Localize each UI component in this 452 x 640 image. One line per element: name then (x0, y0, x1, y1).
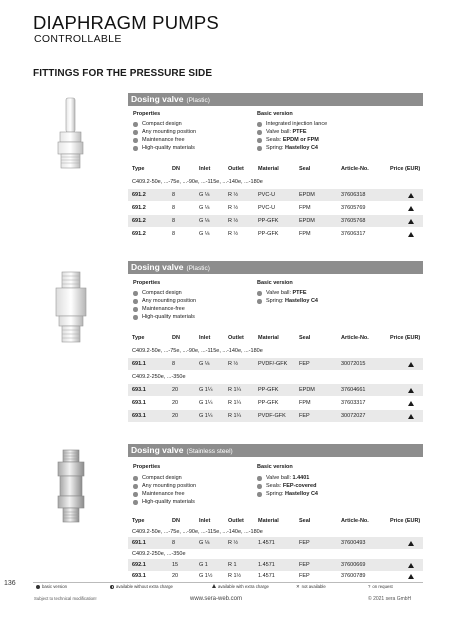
bullet-icon (133, 500, 138, 505)
basic-item: Integrated injection lance (257, 120, 327, 128)
property-item: Maintenance free (133, 490, 185, 498)
property-item: Compact design (133, 120, 182, 128)
page-subtitle: CONTROLLABLE (34, 33, 122, 45)
bullet-icon (133, 299, 138, 304)
basic-item: Spring: Hastelloy C4 (257, 144, 318, 152)
bullet-icon (133, 476, 138, 481)
product-title: Dosing valve (131, 445, 184, 455)
cross-icon: ✕ (296, 584, 300, 589)
dosing-valve-stainless-image (46, 448, 96, 533)
product-header-bar (128, 261, 423, 274)
product-title: Dosing valve (131, 94, 184, 104)
property-item: Compact design (133, 474, 182, 482)
footer-divider (33, 582, 423, 583)
basic-item: Seals: EPDM or FPM (257, 136, 319, 144)
table-row: 693.1 20 G 1¼ R 1¼ PVDF-GFK FEP 30072027 (128, 410, 423, 422)
website-link[interactable]: www.sera-web.com (190, 596, 243, 602)
bullet-icon (257, 146, 262, 151)
basic-item: Valve ball: PTFE (257, 128, 307, 136)
basic-item: Seals: FEP-covered (257, 482, 316, 490)
page-title: DIAPHRAGM PUMPS (33, 12, 219, 33)
extra-charge-triangle-icon (408, 362, 414, 367)
bullet-icon (257, 122, 262, 127)
property-item: Compact design (133, 289, 182, 297)
table-row: 691.1 8 G ⅛ R ½ PVDF/-GFK FEP 30072015 (128, 358, 423, 370)
pump-compat-note: C409.2-50e, ...-75e, ...-90e, ...-115e, ...-140e, ...-180e (132, 529, 263, 535)
product-header-bar (128, 444, 423, 457)
basic-item: Spring: Hastelloy C4 (257, 297, 318, 305)
properties-heading: Properties (133, 111, 161, 117)
basic-item: Valve ball: PTFE (257, 289, 307, 297)
extra-charge-triangle-icon (408, 401, 414, 406)
property-item: High-quality materials (133, 498, 195, 506)
bullet-icon (133, 492, 138, 497)
extra-charge-triangle-icon (408, 219, 414, 224)
properties-heading: Properties (133, 464, 161, 470)
extra-charge-triangle-icon (408, 193, 414, 198)
product-subtitle: (Plastic) (186, 97, 210, 104)
table-row: 691.2 8 G ⅛ R ½ PVC-U FPM 37605769 (128, 202, 423, 214)
filled-circle-icon (36, 585, 40, 589)
triangle-icon (212, 584, 216, 588)
basic-item: Valve ball: 1.4401 (257, 474, 309, 482)
extra-charge-triangle-icon (408, 574, 414, 579)
table-row: 692.1 15 G 1 R 1 1.4571 FEP 37600669 (128, 559, 423, 571)
question-icon: ? (368, 584, 371, 589)
legend-basic-version: basic version (36, 584, 67, 589)
table-header-row: Type DN Inlet Outlet Material Seal Article-No. Price (EUR) (132, 166, 421, 172)
extra-charge-triangle-icon (408, 563, 414, 568)
disclaimer: Subject to technical modification! (34, 596, 97, 601)
legend-no-extra-charge: available without extra charge (110, 584, 173, 589)
basic-item: Spring: Hastelloy C4 (257, 490, 318, 498)
bullet-icon (133, 130, 138, 135)
extra-charge-triangle-icon (408, 388, 414, 393)
bullet-icon (133, 291, 138, 296)
dosing-valve-plastic-image (46, 270, 96, 355)
copyright: © 2021 sera GmbH (368, 596, 412, 602)
product-subtitle: (Stainless steel) (186, 448, 233, 455)
table-row: 693.1 20 G 1½ R 1½ 1.4571 FEP 37600789 (128, 570, 423, 582)
bullet-icon (257, 138, 262, 143)
property-item: Any mounting position (133, 297, 196, 305)
section-title: FITTINGS FOR THE PRESSURE SIDE (33, 68, 213, 79)
basic-version-heading: Basic version (257, 111, 293, 117)
bullet-icon (257, 291, 262, 296)
property-item: High-quality materials (133, 313, 195, 321)
extra-charge-triangle-icon (408, 232, 414, 237)
property-item: Any mounting position (133, 482, 196, 490)
pump-compat-note: C409.2-50e, ...-75e, ...-90e, ...-115e, ...-140e, ...-180e (132, 179, 263, 185)
legend-not-available: ✕ not available (296, 584, 326, 589)
table-row: 691.2 8 G ⅛ R ½ PP-GFK EPDM 37605768 (128, 215, 423, 227)
table-header-row: Type DN Inlet Outlet Material Seal Article-No. Price (EUR) (132, 518, 421, 524)
table-row: 693.1 20 G 1¼ R 1¼ PP-GFK EPDM 37604661 (128, 384, 423, 396)
bullet-icon (133, 138, 138, 143)
table-row: 691.1 8 G ⅛ R ½ 1.4571 FEP 37600493 (128, 537, 423, 549)
bullet-icon (133, 146, 138, 151)
pump-compat-note: C409.2-250e, ...-350e (132, 551, 186, 557)
product-subtitle: (Plastic) (186, 265, 210, 272)
half-circle-icon (110, 585, 114, 589)
property-item: High-quality materials (133, 144, 195, 152)
bullet-icon (257, 130, 262, 135)
bullet-icon (133, 307, 138, 312)
bullet-icon (257, 492, 262, 497)
property-item: Maintenance free (133, 136, 185, 144)
table-row: 693.1 20 G 1¼ R 1¼ PP-GFK FPM 37603317 (128, 397, 423, 409)
page-number: 136 (4, 580, 16, 587)
extra-charge-triangle-icon (408, 541, 414, 546)
legend-on-request: ? on request (368, 584, 393, 589)
properties-heading: Properties (133, 280, 161, 286)
bullet-icon (257, 484, 262, 489)
table-header-row: Type DN Inlet Outlet Material Seal Article-No. Price (EUR) (132, 335, 421, 341)
product-header-bar (128, 93, 423, 106)
extra-charge-triangle-icon (408, 206, 414, 211)
bullet-icon (133, 484, 138, 489)
legend-extra-charge: available with extra charge (212, 584, 269, 589)
bullet-icon (257, 299, 262, 304)
basic-version-heading: Basic version (257, 464, 293, 470)
property-item: Maintenance-free (133, 305, 185, 313)
dosing-valve-plastic-lance-image (46, 96, 96, 181)
basic-version-heading: Basic version (257, 280, 293, 286)
product-title: Dosing valve (131, 262, 184, 272)
table-row: 691.2 8 G ⅛ R ½ PP-GFK FPM 37606317 (128, 228, 423, 240)
table-row: 691.2 8 G ⅛ R ½ PVC-U EPDM 37606318 (128, 189, 423, 201)
extra-charge-triangle-icon (408, 414, 414, 419)
pump-compat-note: C409.2-50e, ...-75e, ...-90e, ...-115e, ...-140e, ...-180e (132, 348, 263, 354)
pump-compat-note: C409.2-250e, ...-350e (132, 374, 186, 380)
bullet-icon (133, 315, 138, 320)
bullet-icon (133, 122, 138, 127)
bullet-icon (257, 476, 262, 481)
property-item: Any mounting position (133, 128, 196, 136)
